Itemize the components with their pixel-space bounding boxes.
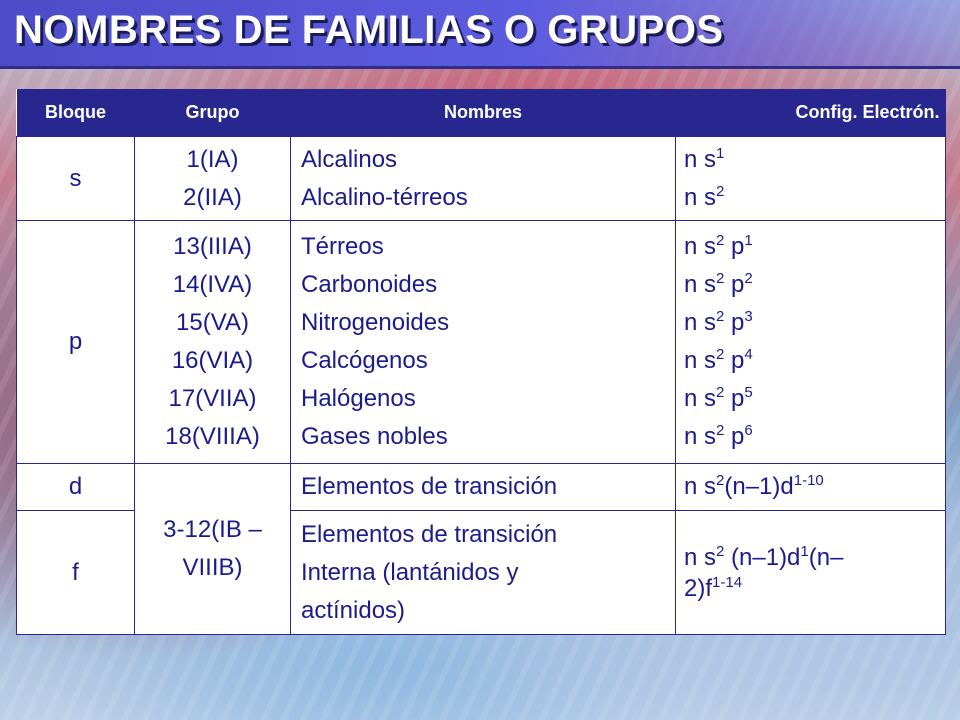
- bloque-cell: f: [17, 511, 135, 635]
- exponent: 2: [716, 232, 725, 249]
- config-cell: [676, 221, 946, 464]
- table-row-s: [17, 137, 946, 221]
- nombre-line: Elementos de transición: [301, 520, 558, 548]
- header-config: Config. Electrón.: [676, 89, 946, 137]
- grupo-line: VIIIB): [182, 554, 243, 581]
- nombre-line: Gases nobles: [301, 423, 448, 450]
- nombre-line: Halógenos: [301, 385, 416, 412]
- nombre-line: Térreos: [301, 233, 384, 260]
- config-cell: [676, 511, 946, 635]
- grupo-line: 17(VIIA): [168, 385, 257, 412]
- exponent: 2: [716, 308, 725, 325]
- exponent: 1-10: [793, 472, 824, 489]
- table-row-d: [17, 464, 946, 511]
- families-table: [16, 89, 946, 635]
- nombre-line: Elementos de transición: [301, 473, 558, 500]
- grupo-line: 2(IIA): [183, 183, 242, 211]
- exponent: 2: [744, 270, 753, 287]
- exponent: 2: [716, 182, 725, 200]
- nombre-line: Carbonoides: [301, 271, 438, 298]
- header-nombres: Nombres: [291, 89, 676, 137]
- exponent: 1: [744, 232, 753, 249]
- exponent: 2: [716, 422, 725, 439]
- table-row-p: [17, 221, 946, 464]
- config-cell: [676, 137, 946, 221]
- bloque-cell: p: [17, 221, 135, 464]
- exponent: 2: [716, 346, 725, 363]
- config-line: $2)f^{1-14}$: [684, 573, 743, 602]
- exponent: 6: [744, 422, 753, 439]
- config-line: n $s^2$ $p^4$: [684, 346, 753, 374]
- nombre-line: Interna (lantánidos y: [301, 558, 519, 586]
- config-line: n $s^2$ $p^3$: [684, 308, 753, 336]
- header-bloque: Bloque: [17, 89, 135, 137]
- config-line: n $s^2$ $(n-1)d^1(n-$: [684, 542, 844, 571]
- exponent: 1: [800, 542, 809, 560]
- nombres-cell: [291, 511, 676, 635]
- nombres-cell: [291, 137, 676, 221]
- exponent: 5: [744, 384, 753, 401]
- bloque-cell: s: [17, 137, 135, 221]
- config-line: n $s^2$ $p^5$: [684, 384, 753, 412]
- bloque-cell: d: [17, 464, 135, 511]
- exponent: 2: [716, 542, 725, 560]
- exponent: 1-14: [712, 573, 743, 591]
- config-line: n $s^1$: [684, 144, 725, 173]
- slide-title: NOMBRES DE FAMILIAS O GRUPOS: [14, 8, 724, 52]
- grupo-line: 13(IIIA): [173, 233, 252, 260]
- config-cell: [676, 464, 946, 511]
- nombre-line: Alcalino-térreos: [301, 183, 468, 211]
- nombres-cell: [291, 221, 676, 464]
- exponent: 4: [744, 346, 753, 363]
- nombre-line: Nitrogenoides: [301, 309, 450, 336]
- nombre-line: actínidos): [301, 596, 406, 624]
- grupo-cell: [135, 221, 291, 464]
- grupo-line: 1(IA): [186, 145, 239, 173]
- grupo-line: 18(VIIIA): [165, 423, 260, 450]
- grupo-line: 16(VIA): [171, 347, 254, 374]
- grupo-line: 3-12(IB –: [163, 516, 262, 543]
- nombres-cell: [291, 464, 676, 511]
- exponent: 2: [716, 472, 725, 489]
- config-line: n $s^2$ $p^2$: [684, 270, 753, 298]
- nombre-line: Alcalinos: [301, 145, 398, 173]
- table-header-row: [17, 89, 946, 137]
- config-line: n $s^2$ $p^6$: [684, 422, 753, 450]
- header-grupo: Grupo: [135, 89, 291, 137]
- grupo-line: 15(VA): [176, 309, 249, 336]
- config-line: n $s^2$: [684, 182, 725, 211]
- config-line: n $s^2(n-1)d^{1-10}$: [684, 472, 824, 500]
- title-bar: [0, 0, 960, 69]
- exponent: 1: [716, 144, 725, 162]
- grupo-cell: [135, 137, 291, 221]
- exponent: 3: [744, 308, 753, 325]
- grupo-line: 14(IVA): [172, 271, 253, 298]
- exponent: 2: [716, 384, 725, 401]
- exponent: 2: [716, 270, 725, 287]
- nombre-line: Calcógenos: [301, 347, 428, 374]
- grupo-cell-df: [135, 464, 291, 635]
- config-line: n $s^2$ $p^1$: [684, 232, 753, 260]
